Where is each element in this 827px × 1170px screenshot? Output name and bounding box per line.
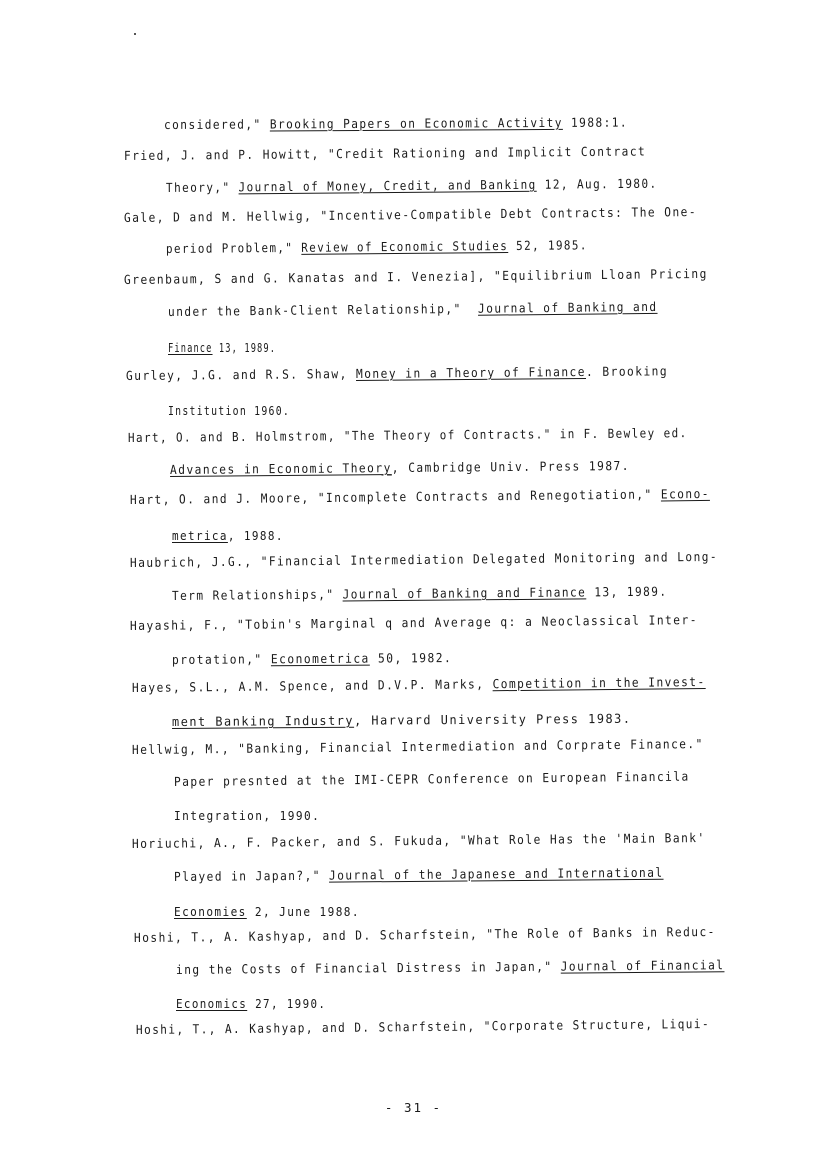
reference-text: , 1988. xyxy=(227,528,284,543)
underlined-title: Journal of the Japanese and International xyxy=(328,864,664,883)
reference-text: Hart, O. and J. Moore, "Incomplete Contracts and Renegotiation," xyxy=(129,486,661,507)
reference-text: Paper presnted at the IMI-CEPR Conference on European Financila xyxy=(173,768,690,789)
underlined-title: Brooking Papers on Economic Activity xyxy=(269,114,563,132)
reference-line xyxy=(136,1016,710,1038)
reference-line xyxy=(168,340,276,356)
reference-line xyxy=(164,115,628,133)
scan-speck xyxy=(134,33,136,35)
reference-text: Greenbaum, S and G. Kanatas and I. Venezia], "Equilibrium Lloan Pricing xyxy=(123,265,708,287)
underlined-title: ment Banking Industry xyxy=(171,712,355,729)
reference-line xyxy=(174,865,664,885)
reference-line xyxy=(130,612,698,634)
underlined-title: Journal of Banking and Finance xyxy=(342,584,587,602)
reference-line xyxy=(126,363,668,384)
underlined-title: Money in a Theory of Finance xyxy=(355,363,586,381)
reference-text: period Problem," xyxy=(165,239,302,256)
reference-text: 12, Aug. 1980. xyxy=(536,175,658,192)
reference-line xyxy=(166,237,588,257)
reference-line xyxy=(124,143,646,164)
page-number: - 31 - xyxy=(384,1100,443,1115)
reference-line xyxy=(128,425,688,446)
underlined-title: Economics xyxy=(176,996,248,1011)
reference-line xyxy=(172,650,452,668)
reference-text: . Brooking xyxy=(585,363,669,379)
reference-text: 27, 1990. xyxy=(247,996,327,1011)
underlined-title: Finance xyxy=(168,340,213,355)
reference-text: Fried, J. and P. Howitt, "Credit Rationing and Implicit Contract xyxy=(123,143,647,163)
reference-line xyxy=(170,458,630,478)
reference-line xyxy=(132,830,706,852)
underlined-title: metrica xyxy=(172,528,228,543)
reference-text: , Cambridge Univ. Press 1987. xyxy=(391,457,630,476)
underlined-title: Competition in the Invest- xyxy=(492,673,706,692)
reference-line xyxy=(174,904,360,920)
reference-text: under the Bank-Client Relationship," xyxy=(167,300,479,319)
underlined-title: Economies xyxy=(174,904,247,919)
reference-line xyxy=(124,266,708,288)
reference-line xyxy=(176,957,725,978)
reference-line xyxy=(134,924,716,946)
reference-line xyxy=(132,674,706,696)
reference-line xyxy=(172,584,668,604)
reference-text: 13, 1989. xyxy=(586,583,668,600)
reference-line xyxy=(130,549,718,571)
underlined-title: Journal of Banking and xyxy=(477,298,658,316)
reference-text: Horiuchi, A., F. Packer, and S. Fukuda, "What Role Has the 'Main Bank' xyxy=(131,829,706,851)
reference-line xyxy=(132,736,704,758)
reference-text: Gurley, J.G. and R.S. Shaw, xyxy=(125,365,357,383)
reference-text: Hart, O. and B. Holmstrom, "The Theory of Contracts." in F. Bewley ed. xyxy=(127,425,688,445)
reference-text: Gale, D and M. Hellwig, "Incentive-Compatible Debt Contracts: The One- xyxy=(123,204,698,225)
reference-text: Hayes, S.L., A.M. Spence, and D.V.P. Marks, xyxy=(131,676,493,695)
reference-text: Institution 1960. xyxy=(168,403,291,418)
reference-line xyxy=(172,711,632,730)
reference-line xyxy=(174,808,320,824)
reference-line xyxy=(130,486,710,508)
underlined-title: Econometrica xyxy=(270,650,370,667)
reference-line xyxy=(168,299,658,320)
reference-text: Theory," xyxy=(165,179,239,195)
reference-text: protation," xyxy=(171,651,271,667)
reference-line xyxy=(124,204,697,226)
reference-text: Played in Japan?," xyxy=(173,867,330,884)
reference-text: , Harvard University Press 1983. xyxy=(353,710,632,728)
reference-text: Hellwig, M., "Banking, Financial Intermediation and Corprate Finance." xyxy=(131,736,704,757)
reference-line xyxy=(166,176,658,196)
underlined-title: Econo- xyxy=(660,485,710,502)
reference-text: 1988:1. xyxy=(562,114,629,130)
underlined-title: Review of Economic Studies xyxy=(301,238,509,255)
underlined-title: Journal of Money, Credit, and Banking xyxy=(238,176,537,195)
reference-text: ing the Costs of Financial Distress in Japan," xyxy=(175,958,561,977)
reference-line xyxy=(176,996,326,1012)
reference-text: Term Relationships," xyxy=(171,586,343,603)
reference-text: considered," xyxy=(163,116,270,132)
reference-text: 50, 1982. xyxy=(369,650,453,666)
reference-text: 52, 1985. xyxy=(508,237,588,254)
reference-line xyxy=(172,528,284,544)
reference-text: Hoshi, T., A. Kashyap, and D. Scharfstein, "The Role of Banks in Reduc- xyxy=(133,923,716,945)
reference-text: 13, 1989. xyxy=(212,340,277,355)
reference-line xyxy=(168,403,290,419)
underlined-title: Journal of Financial xyxy=(560,957,725,974)
underlined-title: Advances in Economic Theory xyxy=(169,460,392,477)
reference-line xyxy=(174,769,690,790)
reference-text: Haubrich, J.G., "Financial Intermediation Delegated Monitoring and Long- xyxy=(129,548,719,570)
reference-text: Hayashi, F., "Tobin's Marginal q and Average q: a Neoclassical Inter- xyxy=(129,612,699,633)
reference-text: Integration, 1990. xyxy=(174,808,321,823)
reference-text: Hoshi, T., A. Kashyap, and D. Scharfstein, "Corporate Structure, Liqui- xyxy=(135,1015,711,1037)
reference-text: 2, June 1988. xyxy=(246,904,360,919)
